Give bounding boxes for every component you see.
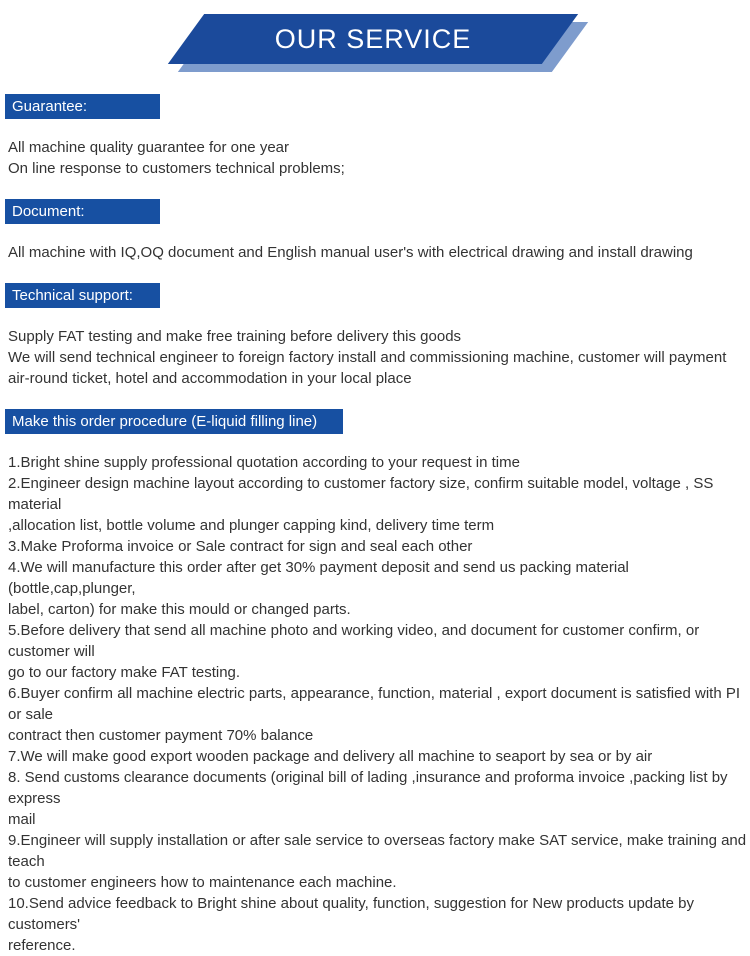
text-line: go to our factory make FAT testing. bbox=[8, 664, 241, 681]
text-line: reference. bbox=[8, 937, 76, 954]
text-line: 6.Buyer confirm all machine electric parts, appearance, function, material , export document is satisfied with PI or sale bbox=[8, 685, 741, 723]
section-body-document bbox=[8, 242, 748, 263]
text-line: air-round ticket, hotel and accommodation in your local place bbox=[8, 370, 412, 387]
text-line: Supply FAT testing and make free training before delivery this goods bbox=[8, 328, 462, 345]
section-body-guarantee bbox=[8, 137, 748, 179]
section-guarantee bbox=[0, 94, 750, 179]
section-body-order-procedure bbox=[8, 452, 748, 956]
text-line: 7.We will make good export wooden package and delivery all machine to seaport by sea or by air bbox=[8, 748, 653, 765]
text-line: 2.Engineer design machine layout according to customer factory size, confirm suitable model, voltage , SS material bbox=[8, 475, 714, 513]
section-technical-support bbox=[0, 283, 750, 389]
text-line: 3.Make Proforma invoice or Sale contract for sign and seal each other bbox=[8, 538, 473, 555]
text-line: All machine with IQ,OQ document and English manual user's with electrical drawing and install drawing bbox=[8, 244, 693, 261]
section-heading-order-procedure: Make this order procedure (E-liquid filling line) bbox=[5, 409, 343, 434]
text-line: 5.Before delivery that send all machine photo and working video, and document for customer confirm, or customer will bbox=[8, 622, 700, 660]
text-line: label, carton) for make this mould or changed parts. bbox=[8, 601, 351, 618]
section-document bbox=[0, 199, 750, 263]
text-line: 4.We will manufacture this order after get 30% payment deposit and send us packing material (bottle,cap,plunger, bbox=[8, 559, 629, 597]
text-line: 8. Send customs clearance documents (original bill of lading ,insurance and proforma invoice ,packing list by express bbox=[8, 769, 728, 807]
text-line: mail bbox=[8, 811, 36, 828]
section-order-procedure bbox=[0, 409, 750, 956]
text-line: We will send technical engineer to foreign factory install and commissioning machine, customer will payment bbox=[8, 349, 727, 366]
text-line: 9.Engineer will supply installation or after sale service to overseas factory make SAT service, make training and teach bbox=[8, 832, 747, 870]
section-heading-technical-support: Technical support: bbox=[5, 283, 160, 308]
text-line: contract then customer payment 70% balance bbox=[8, 727, 314, 744]
section-body-technical-support bbox=[8, 326, 748, 389]
text-line: to customer engineers how to maintenance each machine. bbox=[8, 874, 397, 891]
section-heading-document: Document: bbox=[5, 199, 160, 224]
text-line: All machine quality guarantee for one year bbox=[8, 139, 290, 156]
text-line: ,allocation list, bottle volume and plunger capping kind, delivery time term bbox=[8, 517, 495, 534]
section-heading-guarantee: Guarantee: bbox=[5, 94, 160, 119]
service-banner bbox=[0, 0, 750, 94]
text-line: 10.Send advice feedback to Bright shine about quality, function, suggestion for New products update by customers' bbox=[8, 895, 694, 933]
text-line: On line response to customers technical problems; bbox=[8, 160, 345, 177]
banner-title: OUR SERVICE bbox=[274, 23, 472, 54]
text-line: 1.Bright shine supply professional quotation according to your request in time bbox=[8, 454, 520, 471]
